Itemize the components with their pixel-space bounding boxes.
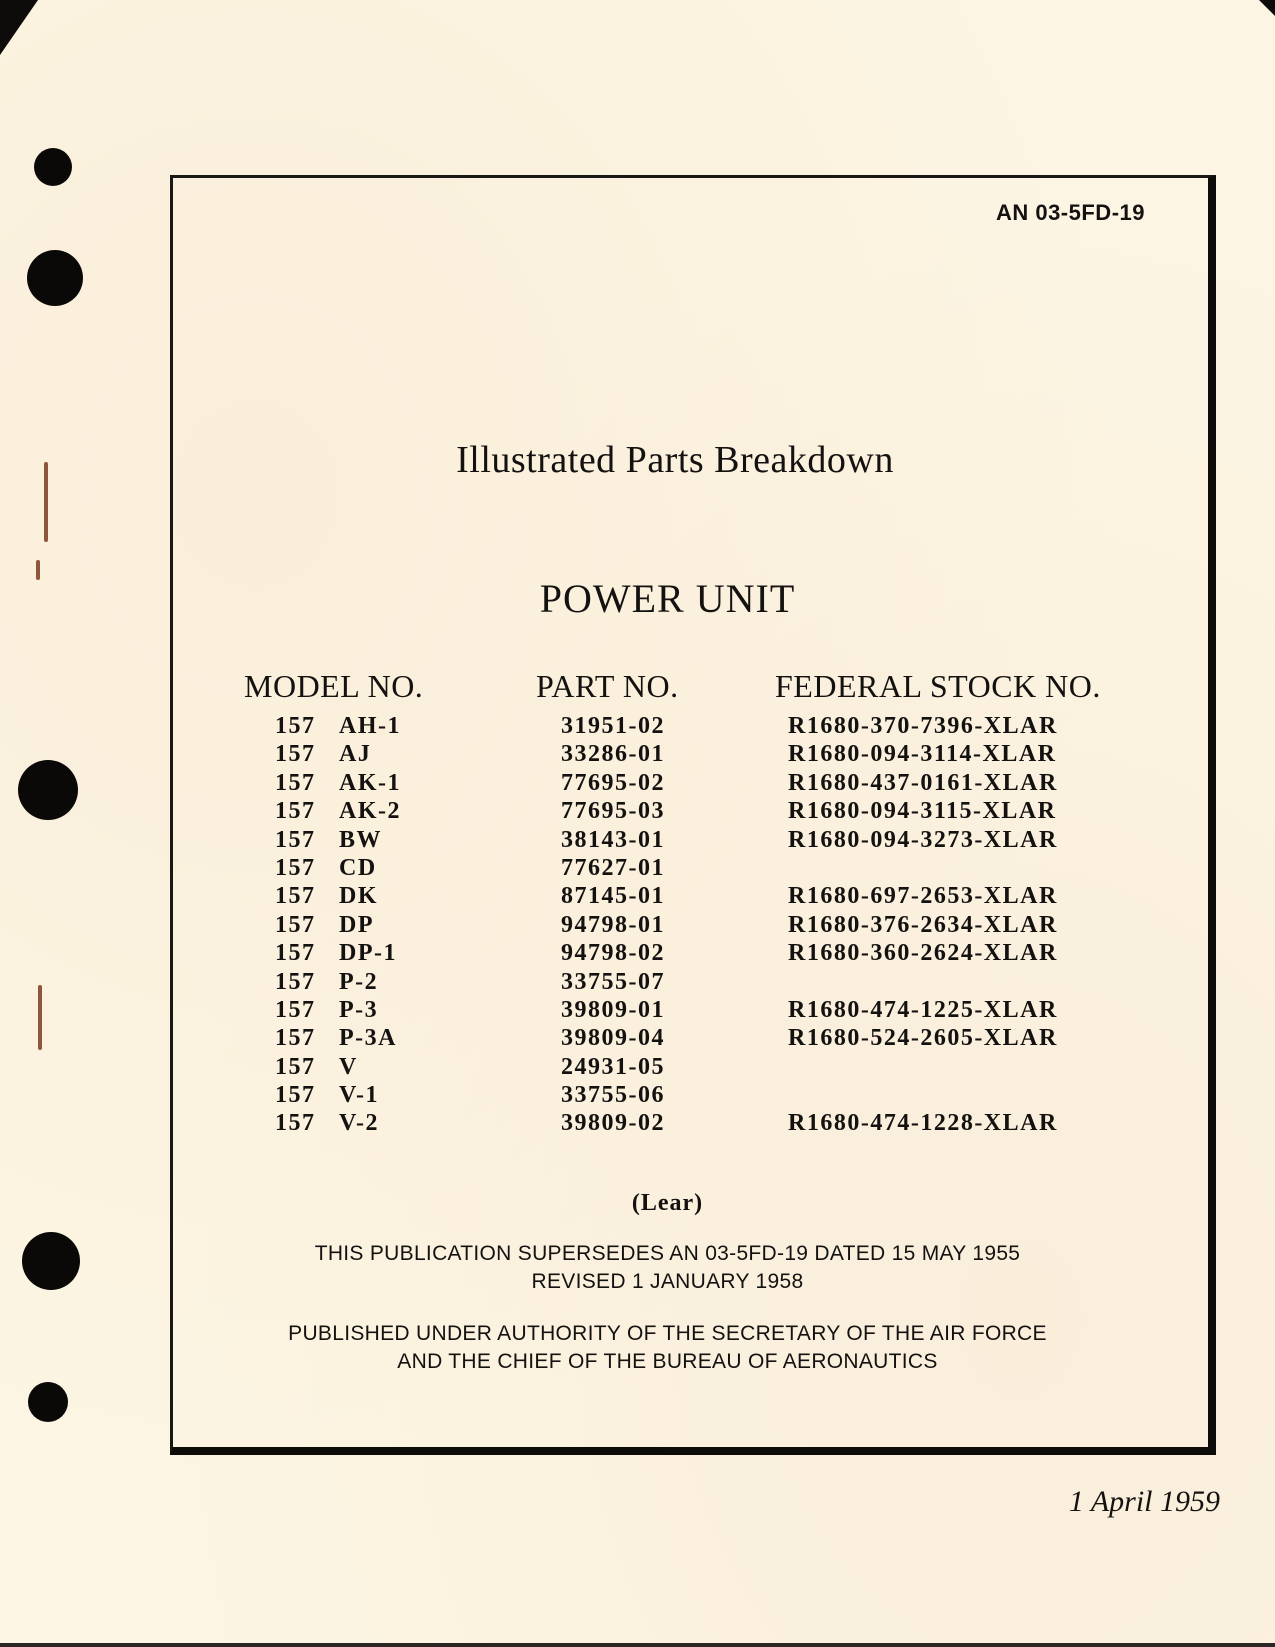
model-code: AH-1 [339,713,401,739]
table-row [0,741,1275,769]
model-prefix: 157 [275,1053,316,1080]
part-cell: 39809-02 [561,1110,665,1137]
model-cell [275,883,378,910]
table-row [0,969,1275,997]
model-code: DP-1 [339,940,397,967]
page-title-text: Illustrated Parts Breakdown [456,439,894,481]
fsn-cell: R1680-094-3273-XLAR [788,826,1058,853]
model-prefix: 157 [275,1025,316,1052]
folded-corner-top-right [1259,0,1275,16]
folded-corner-top-left [0,0,38,55]
table-row [0,855,1275,883]
part-cell: 39809-01 [561,996,665,1023]
model-prefix: 157 [275,883,316,910]
binder-hole [27,250,83,306]
model-prefix: 157 [275,911,316,938]
binder-hole [34,148,72,186]
supersedes-line-2: REVISED 1 JANUARY 1958 [531,1270,804,1293]
part-cell: 31951-02 [561,713,665,739]
model-prefix: 157 [275,968,316,995]
model-cell [275,1082,379,1109]
model-prefix: 157 [275,854,316,881]
fsn-cell: R1680-094-3115-XLAR [788,798,1057,825]
supersedes-notice [0,1240,1275,1296]
table-row [0,912,1275,940]
model-cell [275,827,382,854]
model-code: V-2 [339,1110,380,1137]
model-cell [275,798,401,825]
part-cell: 33755-07 [561,968,665,995]
model-cell [275,741,371,768]
fsn-cell: R1680-474-1228-XLAR [788,1110,1058,1137]
model-prefix: 157 [275,1110,316,1137]
table-row [0,1054,1275,1082]
table-row [0,997,1275,1025]
fsn-cell: R1680-474-1225-XLAR [788,996,1058,1023]
authority-line-1: PUBLISHED UNDER AUTHORITY OF THE SECRETARY OF THE AIR FORCE [288,1322,1047,1345]
part-cell: 94798-01 [561,911,665,938]
model-cell [275,855,377,882]
model-cell [275,770,401,797]
part-cell: 24931-05 [561,1053,665,1080]
model-cell [275,912,374,939]
model-prefix: 157 [275,741,316,768]
column-header-federal-stock: FEDERAL STOCK NO. [775,668,1101,704]
table-row [0,1025,1275,1053]
document-number: AN 03-5FD-19 [995,200,1145,225]
model-cell [275,997,378,1024]
column-header-part: PART NO. [536,668,679,704]
model-prefix: 157 [275,996,316,1023]
part-cell: 33286-01 [561,741,665,768]
table-row [0,940,1275,968]
authority-line-2: AND THE CHIEF OF THE BUREAU OF AERONAUTICS [397,1350,938,1373]
model-prefix: 157 [275,1082,316,1109]
part-cell: 77695-03 [561,798,665,825]
table-row [0,883,1275,911]
model-code: V [339,1053,358,1080]
fsn-cell: R1680-094-3114-XLAR [788,741,1057,768]
fsn-cell: R1680-697-2653-XLAR [788,883,1058,910]
model-code: P-2 [339,968,379,995]
column-header-model: MODEL NO. [244,668,424,704]
model-code: CD [339,854,377,881]
parts-table [0,713,1275,1139]
part-cell: 87145-01 [561,883,665,910]
model-prefix: 157 [275,826,316,853]
model-prefix: 157 [275,713,316,739]
model-code: V-1 [339,1082,380,1109]
authority-notice [0,1320,1275,1376]
model-cell [275,940,397,967]
page-title [0,438,1275,482]
fsn-cell: R1680-437-0161-XLAR [788,769,1058,796]
table-row [0,770,1275,798]
table-row [0,798,1275,826]
page-bottom-edge [0,1643,1275,1647]
part-cell: 94798-02 [561,940,665,967]
binder-hole [28,1382,68,1422]
fsn-cell: R1680-370-7396-XLAR [788,713,1058,739]
page-subtitle [0,575,1275,622]
model-code: AK-2 [339,798,401,825]
model-code: BW [339,826,383,853]
manufacturer [0,1190,1275,1217]
part-cell: 38143-01 [561,826,665,853]
model-cell [275,713,401,740]
model-cell [275,1110,379,1137]
model-code: P-3 [339,996,379,1023]
fsn-cell: R1680-524-2605-XLAR [788,1025,1058,1052]
fsn-cell: R1680-360-2624-XLAR [788,940,1058,967]
fsn-cell: R1680-376-2634-XLAR [788,911,1058,938]
model-code: AK-1 [339,769,401,796]
model-prefix: 157 [275,769,316,796]
part-cell: 77627-01 [561,854,665,881]
model-code: DK [339,883,378,910]
model-prefix: 157 [275,798,316,825]
table-row [0,713,1275,741]
model-prefix: 157 [275,940,316,967]
page-subtitle-text: POWER UNIT [539,576,796,621]
publication-date: 1 April 1959 [1068,1485,1220,1518]
manufacturer-text: (Lear) [631,1190,704,1216]
table-row [0,827,1275,855]
table-row [0,1110,1275,1138]
part-cell: 39809-04 [561,1025,665,1052]
part-cell: 77695-02 [561,769,665,796]
model-code: AJ [339,741,372,768]
supersedes-line-1: THIS PUBLICATION SUPERSEDES AN 03-5FD-19 DATED 15 MAY 1955 [314,1242,1021,1265]
part-cell: 33755-06 [561,1082,665,1109]
model-code: P-3A [339,1025,397,1052]
table-row [0,1082,1275,1110]
model-cell [275,1054,358,1081]
model-code: DP [339,911,374,938]
model-cell [275,969,378,996]
model-cell [275,1025,397,1052]
